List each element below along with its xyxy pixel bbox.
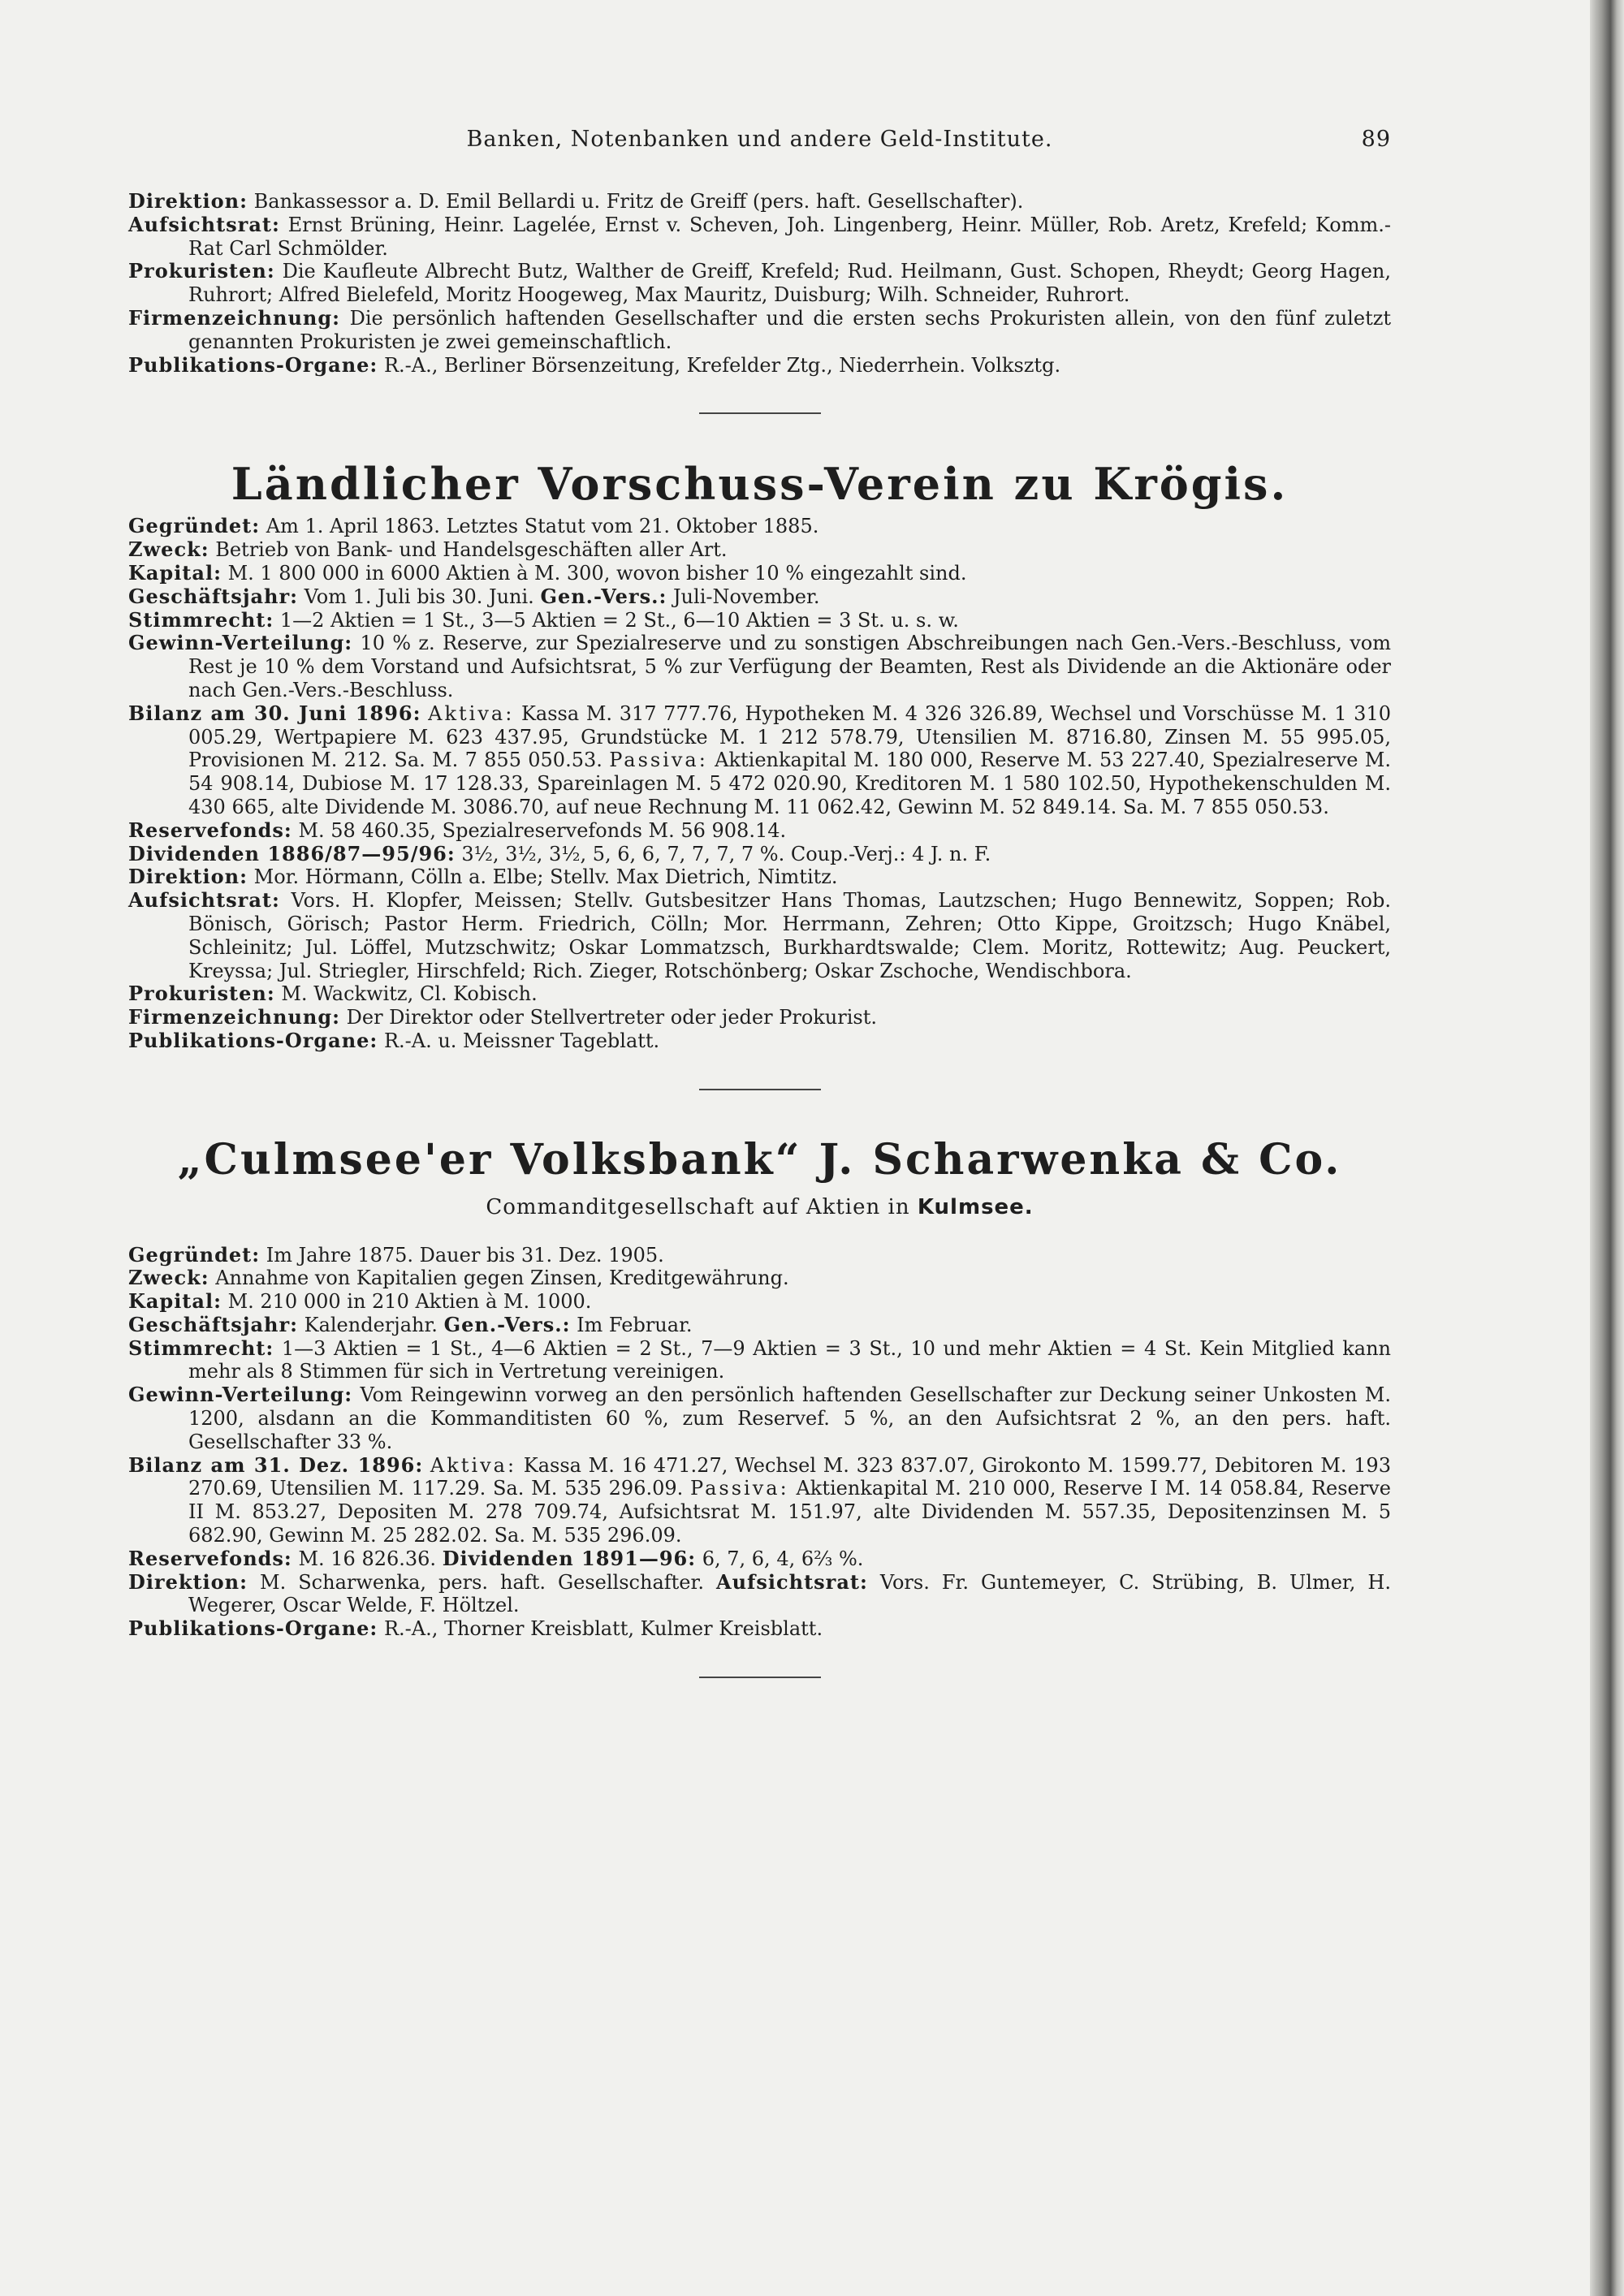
entry-text: Kalenderjahr. — [304, 1313, 438, 1336]
entry-direktion-aufsichtsrat — [128, 1571, 1391, 1618]
entry-bilanz — [128, 1454, 1391, 1547]
entry-text: R.-A., Thorner Kreisblatt, Kulmer Kreisblatt. — [383, 1617, 823, 1641]
entry-kapital — [128, 1290, 1391, 1314]
entry-label: Firmenzeichnung: — [128, 1005, 340, 1029]
entry-label: Aufsichtsrat: — [715, 1569, 868, 1594]
entry-label: Zweck: — [128, 1266, 209, 1290]
entry-aufsichtsrat — [128, 214, 1391, 261]
entry-bilanz — [128, 702, 1391, 819]
entry-dividenden — [128, 843, 1391, 866]
entry-publikations-organe — [128, 1617, 1391, 1641]
entry-label: Zweck: — [128, 537, 209, 562]
entry-label: Publikations-Organe: — [128, 1616, 378, 1641]
section-kroegis — [128, 458, 1391, 1052]
entry-text: 1—3 Aktien = 1 St., 4—6 Aktien = 2 St., 7—9 Aktien = 3 St., 10 und mehr Aktien = 4 St. Kein Mitglied kann mehr als 8 Stimmen für sich in Vertretung vereinigen. — [188, 1336, 1391, 1383]
entry-text: M. 210 000 in 210 Aktien à M. 1000. — [227, 1290, 592, 1314]
entry-label: Gewinn-Verteilung: — [128, 1383, 353, 1407]
entry-label: Prokuristen: — [128, 259, 275, 283]
entry-label: Bilanz am 31. Dez. 1896: — [128, 1452, 424, 1477]
entry-text: Die persönlich haftenden Gesellschafter und die ersten sechs Prokuristen allein, von den fünf zuletzt genannten Prokuristen je zwei gemeinschaftlich. — [188, 306, 1391, 353]
entry-label: Gen.-Vers.: — [443, 1312, 571, 1336]
running-header-title: Banken, Notenbanken und andere Geld-Institute. — [466, 127, 1053, 152]
entry-text: 1—2 Aktien = 1 St., 3—5 Aktien = 2 St., 6—10 Aktien = 3 St. u. s. w. — [279, 608, 959, 632]
entry-text: R.-A., Berliner Börsenzeitung, Krefelder Ztg., Niederrhein. Volksztg. — [383, 353, 1061, 377]
entry-label: Direktion: — [128, 189, 248, 213]
entry-label: Aufsichtsrat: — [128, 212, 280, 236]
entry-text: Am 1. April 1863. Letztes Statut vom 21. Oktober 1885. — [266, 515, 819, 538]
entry-label: Stimmrecht: — [128, 607, 274, 632]
entry-label: Gegründet: — [128, 1242, 261, 1267]
entry-label: Bilanz am 30. Juni 1896: — [128, 701, 421, 725]
entry-label: Gen.-Vers.: — [540, 584, 667, 608]
entry-stimmrecht — [128, 1337, 1391, 1384]
passiva-text: Aktienkapital M. 180 000, Reserve M. 53 227.40, Spezialreserve M. 54 908.14, Dubiose M. 17 128.33, Spareinlagen M. 5 472 020.90, Kreditoren M. 1 580 102.50, Hypothekenschulden M. 430 665, alte Dividende M. 3086.70, auf neue Rechnung M. 11 062.42, Gewinn M. 52 849.14. Sa. M. 7 855 050.53. — [188, 749, 1391, 818]
section-divider — [699, 1089, 821, 1090]
entry-gewinn-verteilung — [128, 632, 1391, 701]
entry-label: Aufsichtsrat: — [128, 888, 280, 913]
passiva-word: Passiva: — [690, 1477, 789, 1500]
entry-gegruendet — [128, 1244, 1391, 1267]
entry-direktion — [128, 865, 1391, 889]
section-culmsee-volksbank — [128, 1134, 1391, 1641]
entry-reservefonds — [128, 819, 1391, 843]
entry-text: M. 1 800 000 in 6000 Aktien à M. 300, wovon bisher 10 % eingezahlt sind. — [227, 561, 967, 585]
entry-text: M. 16 826.36. — [298, 1547, 437, 1570]
entry-aufsichtsrat — [128, 889, 1391, 982]
entry-text: Der Direktor oder Stellvertreter oder jeder Prokurist. — [346, 1006, 878, 1029]
entry-text: Im Jahre 1875. Dauer bis 31. Dez. 1905. — [266, 1243, 664, 1267]
aktiva-word: Aktiva: — [428, 701, 515, 725]
entry-text: M. 58 460.35, Spezialreservefonds M. 56 908.14. — [298, 818, 787, 842]
entry-text: Ernst Brüning, Heinr. Lagelée, Ernst v. Scheven, Joh. Lingenberg, Heinr. Müller, Rob. Aretz, Krefeld; Komm.-Rat Carl Schmölder. — [188, 213, 1391, 260]
entry-label: Dividenden 1891—96: — [442, 1546, 697, 1570]
aktiva-text: Kassa M. 16 471.27, Wechsel M. 323 837.07, Girokonto M. 1599.77, Debitoren M. 193 270.69, Utensilien M. 117.29. Sa. M. 535 296.09. — [188, 1453, 1391, 1500]
entry-text: Mor. Hörmann, Cölln a. Elbe; Stellv. Max Dietrich, Nimtitz. — [253, 865, 838, 889]
entry-text: Vors. H. Klopfer, Meissen; Stellv. Gutsbesitzer Hans Thomas, Lautzschen; Hugo Bennewitz, Soppen; Rob. Bönisch, Görisch; Pastor Herm. Friedrich, Cölln; Mor. Herrmann, Zehren; Otto Kippe, Groitzsch; Hugo Knäbel, Schleinitz; Jul. Löffel, Mutzschwitz; Oskar Lommatzsch, Burkhardtswalde; Clem. Moritz, Rottewitz; Aug. Peuckert, Kreyssa; Jul. Striegler, Hirschfeld; Rich. Zieger, Rotschönberg; Oskar Zschoche, Wendischbora. — [188, 889, 1391, 982]
entry-text: Vom Reingewinn vorweg an den persönlich haftenden Gesellschafter zur Deckung seiner Unkosten M. 1200, alsdann an die Kommanditisten 60 %, zum Reservef. 5 %, an den Aufsichtsrat 2 %, an den pers. haft. Gesellschafter 33 %. — [188, 1383, 1392, 1453]
entry-publikations-organe — [128, 1029, 1391, 1053]
subtitle-place: Kulmsee. — [917, 1194, 1034, 1219]
entry-zweck — [128, 538, 1391, 562]
entry-direktion — [128, 190, 1391, 214]
entry-text: Vom 1. Juli bis 30. Juni. — [304, 585, 534, 608]
entry-label: Prokuristen: — [128, 982, 275, 1006]
entry-text: 10 % z. Reserve, zur Spezialreserve und zu sonstigen Abschreibungen nach Gen.-Vers.-Beschluss, vom Rest je 10 % dem Vorstand und Aufsichtsrat, 5 % zur Verfügung der Beamten, Rest als Dividende an die Aktionäre oder nach Gen.-Vers.-Beschluss. — [188, 632, 1391, 701]
aktiva-word: Aktiva: — [430, 1453, 517, 1477]
entry-firmenzeichnung — [128, 307, 1391, 354]
subtitle-text: Commanditgesellschaft auf Aktien in — [486, 1194, 910, 1219]
entry-label: Gegründet: — [128, 514, 261, 538]
entry-label: Publikations-Organe: — [128, 1028, 378, 1052]
entry-text: Bankassessor a. D. Emil Bellardi u. Fritz de Greiff (pers. haft. Gesellschafter). — [253, 190, 1024, 213]
entry-text: Die Kaufleute Albrecht Butz, Walther de Greiff, Krefeld; Rud. Heilmann, Gust. Schopen, Rheydt; Georg Hagen, Ruhrort; Alfred Bielefeld, Moritz Hoogeweg, Max Mauritz, Duisburg; Wilh. Schneider, Ruhrort. — [188, 260, 1391, 307]
page-number: 89 — [1361, 127, 1391, 152]
entry-stimmrecht — [128, 609, 1391, 632]
running-header — [128, 128, 1391, 167]
text-column — [128, 128, 1391, 1722]
entry-kapital — [128, 562, 1391, 585]
entry-label: Geschäftsjahr: — [128, 1312, 298, 1336]
entry-zweck — [128, 1267, 1391, 1290]
section-divider — [699, 412, 821, 414]
entry-publikations-organe — [128, 354, 1391, 378]
entry-text: Betrieb von Bank- und Handelsgeschäften aller Art. — [215, 538, 728, 562]
entry-label: Firmenzeichnung: — [128, 305, 340, 330]
entry-firmenzeichnung — [128, 1006, 1391, 1029]
entry-text: Im Februar. — [577, 1313, 693, 1336]
entry-label: Reservefonds: — [128, 1546, 292, 1570]
entry-gegruendet — [128, 515, 1391, 538]
entry-text: Vors. Fr. Guntemeyer, C. Strübing, B. Ulmer, H. Wegerer, Oscar Welde, F. Höltzel. — [188, 1570, 1391, 1617]
entry-label: Publikations-Organe: — [128, 352, 378, 377]
section-divider — [699, 1677, 821, 1678]
entry-label: Kapital: — [128, 560, 222, 585]
aktiva-text: Kassa M. 317 777.76, Hypotheken M. 4 326 326.89, Wechsel und Vorschüsse M. 1 310 005.29, Wertpapiere M. 623 437.95, Grundstücke M. 1 212 578.79, Utensilien M. 8716.80, Zinsen M. 55 995.05, Provisionen M. 212. Sa. M. 7 855 050.53. — [188, 701, 1391, 772]
entry-text: Annahme von Kapitalien gegen Zinsen, Kreditgewährung. — [215, 1267, 789, 1290]
entry-text: 3½, 3½, 3½, 5, 6, 6, 7, 7, 7, 7 %. Coup.-Verj.: 4 J. n. F. — [461, 842, 991, 865]
entry-text: M. Wackwitz, Cl. Kobisch. — [281, 982, 538, 1006]
entry-label: Reservefonds: — [128, 818, 292, 842]
entry-label: Direktion: — [128, 1569, 248, 1594]
entry-label: Dividenden 1886/87—95/96: — [128, 841, 456, 865]
entry-text: 6, 7, 6, 4, 6⅔ %. — [702, 1547, 864, 1570]
entry-text: M. Scharwenka, pers. haft. Gesellschafter. — [260, 1570, 704, 1594]
entry-geschaeftsjahr — [128, 1314, 1391, 1337]
passiva-text: Aktienkapital M. 210 000, Reserve I M. 14 058.84, Reserve II M. 853.27, Depositen M. 278 709.74, Aufsichtsrat M. 151.97, alte Dividenden M. 557.35, Depositenzinsen M. 5 682.90, Gewinn M. 25 282.02. Sa. M. 535 296.09. — [188, 1477, 1391, 1547]
section-subtitle — [128, 1196, 1391, 1219]
previous-entry-continuation — [128, 190, 1391, 377]
entry-gewinn-verteilung — [128, 1383, 1391, 1453]
entry-geschaeftsjahr — [128, 585, 1391, 609]
section-title: Ländlicher Vorschuss-Verein zu Krögis. — [231, 458, 1289, 511]
entry-label: Stimmrecht: — [128, 1336, 274, 1360]
passiva-word: Passiva: — [609, 749, 708, 772]
entry-label: Gewinn-Verteilung: — [128, 631, 353, 655]
section-title: „Culmsee'er Volksbank“ J. Scharwenka & Co. — [177, 1134, 1342, 1185]
entry-text: R.-A. u. Meissner Tageblatt. — [383, 1029, 660, 1052]
entry-reservefonds-dividenden — [128, 1547, 1391, 1571]
entry-label: Direktion: — [128, 865, 248, 889]
book-spine-edge — [1590, 0, 1624, 2296]
entry-prokuristen — [128, 260, 1391, 307]
entry-text: Juli-November. — [672, 585, 820, 608]
entry-label: Kapital: — [128, 1289, 222, 1314]
entry-prokuristen — [128, 982, 1391, 1006]
entry-label: Geschäftsjahr: — [128, 584, 298, 608]
